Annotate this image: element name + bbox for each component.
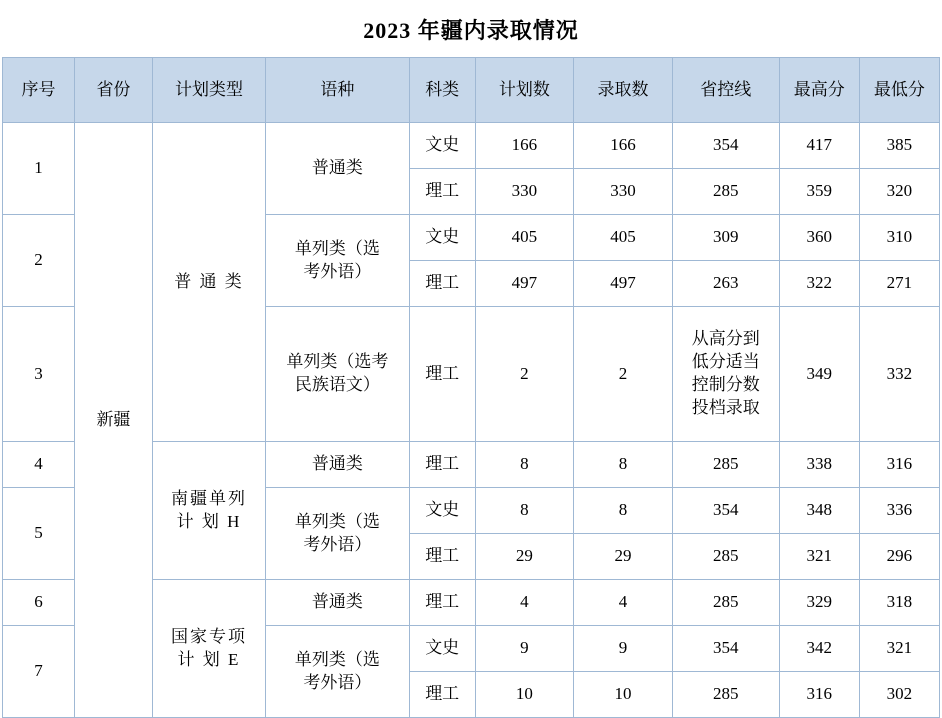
lowest-score-cell: 296 bbox=[859, 534, 939, 580]
admitted-count-cell: 330 bbox=[574, 169, 673, 215]
plan-type-south-xinjiang-line2: 计 划 H bbox=[176, 511, 242, 531]
lowest-score-cell: 302 bbox=[859, 672, 939, 718]
subject-cell: 文史 bbox=[409, 626, 475, 672]
row-no: 1 bbox=[3, 123, 75, 215]
plan-count-cell: 497 bbox=[475, 261, 574, 307]
plan-type-common: 普 通 类 bbox=[152, 123, 265, 442]
table-header-row bbox=[3, 58, 940, 123]
plan-type-national-program-line2: 计 划 E bbox=[177, 649, 241, 669]
control-line-cell: 285 bbox=[672, 169, 779, 215]
lowest-score-cell: 271 bbox=[859, 261, 939, 307]
highest-score-cell: 329 bbox=[779, 580, 859, 626]
row-no: 7 bbox=[3, 626, 75, 718]
plan-type-south-xinjiang-line1: 南疆单列 bbox=[170, 488, 247, 508]
plan-count-cell: 10 bbox=[475, 672, 574, 718]
row-no: 4 bbox=[3, 442, 75, 488]
admitted-count-cell: 29 bbox=[574, 534, 673, 580]
col-header-language: 语种 bbox=[265, 58, 409, 123]
col-header-control-line: 省控线 bbox=[672, 58, 779, 123]
plan-type-south-xinjiang bbox=[152, 442, 265, 580]
language-group-7-line1: 单列类（选 bbox=[294, 649, 380, 669]
subject-cell: 理工 bbox=[409, 261, 475, 307]
subject-cell: 文史 bbox=[409, 488, 475, 534]
subject-cell: 理工 bbox=[409, 672, 475, 718]
control-line-cell: 285 bbox=[672, 580, 779, 626]
admitted-count-cell: 8 bbox=[574, 488, 673, 534]
plan-count-cell: 8 bbox=[475, 488, 574, 534]
subject-cell: 理工 bbox=[409, 442, 475, 488]
admitted-count-cell: 9 bbox=[574, 626, 673, 672]
language-group-5-line2: 考外语） bbox=[303, 534, 372, 554]
lowest-score-cell: 321 bbox=[859, 626, 939, 672]
highest-score-cell: 321 bbox=[779, 534, 859, 580]
plan-count-cell: 166 bbox=[475, 123, 574, 169]
plan-count-cell: 405 bbox=[475, 215, 574, 261]
admitted-count-cell: 2 bbox=[574, 307, 673, 442]
row-no: 5 bbox=[3, 488, 75, 580]
control-line-cell: 309 bbox=[672, 215, 779, 261]
lowest-score-cell: 318 bbox=[859, 580, 939, 626]
subject-cell: 文史 bbox=[409, 215, 475, 261]
language-group-1: 普通类 bbox=[265, 123, 409, 215]
language-group-5-line1: 单列类（选 bbox=[294, 511, 380, 531]
highest-score-cell: 316 bbox=[779, 672, 859, 718]
col-header-plan-type: 计划类型 bbox=[152, 58, 265, 123]
plan-count-cell: 330 bbox=[475, 169, 574, 215]
admission-table bbox=[2, 57, 940, 718]
plan-count-cell: 4 bbox=[475, 580, 574, 626]
language-group-7-line2: 考外语） bbox=[303, 672, 372, 692]
highest-score-cell: 338 bbox=[779, 442, 859, 488]
subject-cell: 理工 bbox=[409, 534, 475, 580]
admitted-count-cell: 497 bbox=[574, 261, 673, 307]
language-group-7 bbox=[265, 626, 409, 718]
language-group-3 bbox=[265, 307, 409, 442]
col-header-highest-score: 最高分 bbox=[779, 58, 859, 123]
language-group-3-line2: 民族语文） bbox=[294, 375, 380, 394]
subject-cell: 理工 bbox=[409, 307, 475, 442]
lowest-score-cell: 320 bbox=[859, 169, 939, 215]
language-group-2-line1: 单列类（选 bbox=[294, 238, 380, 258]
plan-count-cell: 9 bbox=[475, 626, 574, 672]
col-header-plan-count: 计划数 bbox=[475, 58, 574, 123]
language-group-4: 普通类 bbox=[265, 442, 409, 488]
col-header-lowest-score: 最低分 bbox=[859, 58, 939, 123]
lowest-score-cell: 332 bbox=[859, 307, 939, 442]
control-line-cell: 285 bbox=[672, 534, 779, 580]
language-group-6: 普通类 bbox=[265, 580, 409, 626]
plan-count-cell: 29 bbox=[475, 534, 574, 580]
col-header-subject: 科类 bbox=[409, 58, 475, 123]
control-line-cell: 354 bbox=[672, 626, 779, 672]
page-title: 2023 年疆内录取情况 bbox=[363, 18, 579, 43]
row-no: 6 bbox=[3, 580, 75, 626]
admitted-count-cell: 10 bbox=[574, 672, 673, 718]
admitted-count-cell: 4 bbox=[574, 580, 673, 626]
col-header-no: 序号 bbox=[3, 58, 75, 123]
plan-count-cell: 2 bbox=[475, 307, 574, 442]
control-line-cell: 285 bbox=[672, 442, 779, 488]
lowest-score-cell: 336 bbox=[859, 488, 939, 534]
control-line-cell: 354 bbox=[672, 488, 779, 534]
table-row bbox=[3, 123, 940, 169]
control-line-cell: 263 bbox=[672, 261, 779, 307]
control-line-special-line2: 低分适当 bbox=[691, 352, 760, 372]
highest-score-cell: 359 bbox=[779, 169, 859, 215]
lowest-score-cell: 316 bbox=[859, 442, 939, 488]
language-group-2 bbox=[265, 215, 409, 307]
subject-cell: 理工 bbox=[409, 169, 475, 215]
lowest-score-cell: 385 bbox=[859, 123, 939, 169]
admitted-count-cell: 8 bbox=[574, 442, 673, 488]
plan-count-cell: 8 bbox=[475, 442, 574, 488]
row-no: 3 bbox=[3, 307, 75, 442]
language-group-3-line1: 单列类（选考 bbox=[286, 352, 389, 372]
subject-cell: 文史 bbox=[409, 123, 475, 169]
highest-score-cell: 342 bbox=[779, 626, 859, 672]
subject-cell: 理工 bbox=[409, 580, 475, 626]
language-group-5 bbox=[265, 488, 409, 580]
control-line-cell: 285 bbox=[672, 672, 779, 718]
highest-score-cell: 349 bbox=[779, 307, 859, 442]
highest-score-cell: 417 bbox=[779, 123, 859, 169]
col-header-admitted-count: 录取数 bbox=[574, 58, 673, 123]
control-line-special-line4: 投档录取 bbox=[691, 397, 760, 417]
plan-type-national-program bbox=[152, 580, 265, 718]
col-header-province: 省份 bbox=[74, 58, 152, 123]
control-line-cell: 354 bbox=[672, 123, 779, 169]
control-line-special-line1: 从高分到 bbox=[691, 329, 760, 349]
highest-score-cell: 348 bbox=[779, 488, 859, 534]
row-no: 2 bbox=[3, 215, 75, 307]
lowest-score-cell: 310 bbox=[859, 215, 939, 261]
highest-score-cell: 322 bbox=[779, 261, 859, 307]
control-line-special bbox=[672, 307, 779, 442]
language-group-2-line2: 考外语） bbox=[303, 261, 372, 281]
highest-score-cell: 360 bbox=[779, 215, 859, 261]
plan-type-national-program-line1: 国家专项 bbox=[170, 626, 247, 646]
admitted-count-cell: 405 bbox=[574, 215, 673, 261]
admitted-count-cell: 166 bbox=[574, 123, 673, 169]
control-line-special-line3: 控制分数 bbox=[691, 375, 760, 394]
province-cell: 新疆 bbox=[74, 123, 152, 718]
